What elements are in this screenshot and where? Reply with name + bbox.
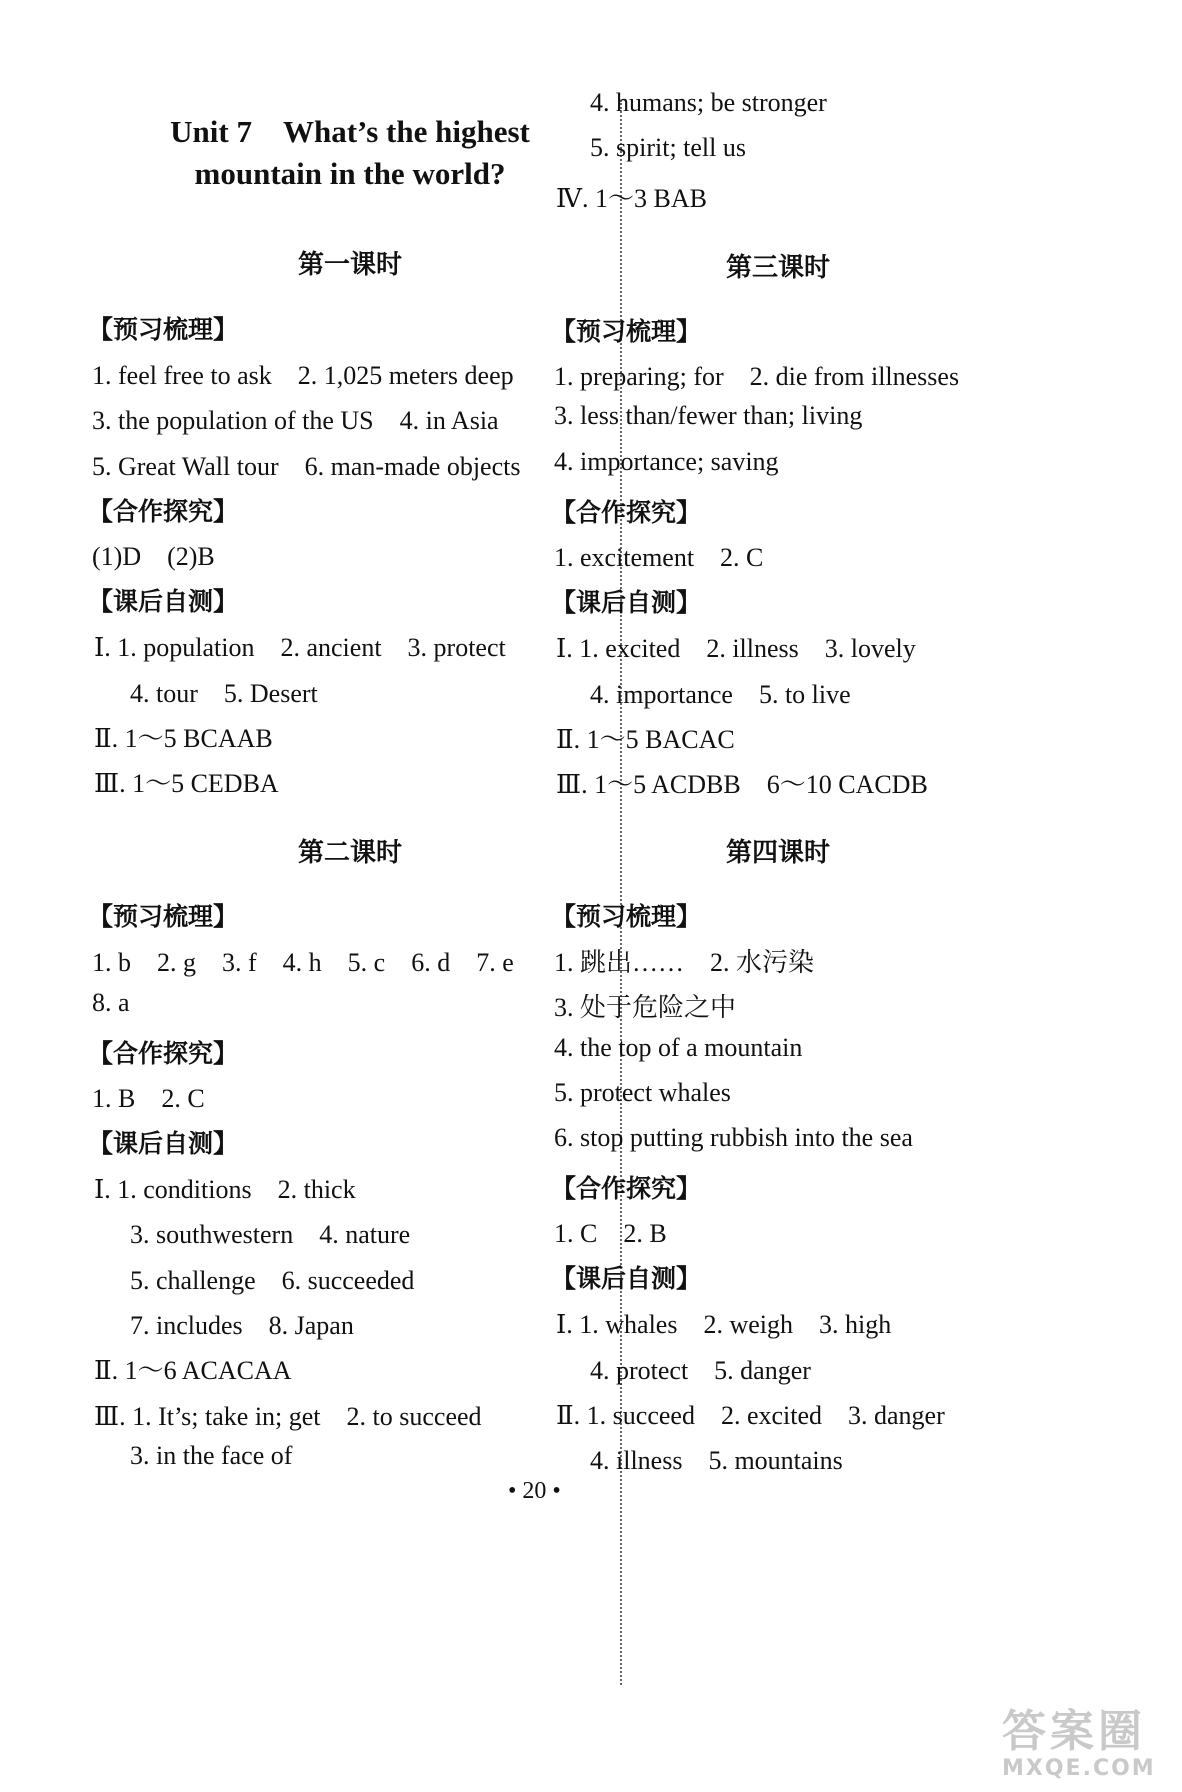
lesson4-coop-heading: 【合作探究】: [551, 1176, 702, 1203]
lesson1-test-line: Ⅱ. 1～5 BCAAB: [94, 724, 273, 753]
lesson4-preview-line: 3. 处于危险之中: [554, 993, 737, 1022]
lesson2-test-line: 7. includes 8. Japan: [130, 1311, 354, 1340]
lesson3-test-line: Ⅱ. 1～5 BACAC: [556, 725, 735, 754]
lesson2-test-line: Ⅲ. 1. It’s; take in; get 2. to succeed: [94, 1402, 482, 1431]
lesson3-coop-heading: 【合作探究】: [551, 500, 702, 527]
lesson4-preview-line: 6. stop putting rubbish into the sea: [554, 1123, 913, 1152]
lesson4-coop-line: 1. C 2. B: [554, 1219, 667, 1248]
lesson3-test-line: 4. importance 5. to live: [590, 680, 851, 709]
lesson2-preview-line: 8. a: [92, 988, 130, 1017]
lesson1-preview-line: 3. the population of the US 4. in Asia: [92, 406, 499, 435]
lesson4-preview-line: 5. protect whales: [554, 1078, 731, 1107]
watermark-url: MXQE.COM: [1002, 1756, 1156, 1781]
unit-title-line1: Unit 7 What’s the highest: [170, 114, 530, 149]
unit-title-line2: mountain in the world?: [194, 156, 506, 191]
lesson4-test-heading: 【课后自测】: [551, 1266, 702, 1293]
continued-line: 4. humans; be stronger: [590, 88, 827, 117]
lesson3-preview-line: 4. importance; saving: [554, 447, 779, 476]
watermark-text: 答案圈: [1002, 1706, 1146, 1757]
lesson1-title: 第一课时: [297, 250, 402, 279]
lesson3-test-heading: 【课后自测】: [551, 590, 702, 617]
lesson3-coop-line: 1. excitement 2. C: [554, 543, 764, 572]
lesson1-test-line: 4. tour 5. Desert: [130, 679, 318, 708]
watermark-logo: [1002, 1708, 1172, 1784]
lesson1-coop-line: (1)D (2)B: [92, 542, 215, 571]
lesson3-title: 第三课时: [725, 253, 830, 282]
continued-line: Ⅳ. 1～3 BAB: [556, 184, 707, 213]
lesson3-preview-heading: 【预习梳理】: [551, 319, 702, 346]
lesson4-test-line: Ⅰ. 1. whales 2. weigh 3. high: [556, 1310, 892, 1339]
lesson2-test-line: Ⅱ. 1～6 ACACAA: [94, 1356, 292, 1385]
lesson2-preview-heading: 【预习梳理】: [88, 904, 239, 931]
lesson2-test-heading: 【课后自测】: [88, 1131, 239, 1158]
lesson4-preview-heading: 【预习梳理】: [551, 904, 702, 931]
lesson2-coop-heading: 【合作探究】: [88, 1041, 239, 1068]
lesson4-test-line: 4. illness 5. mountains: [590, 1446, 843, 1475]
lesson1-coop-heading: 【合作探究】: [88, 499, 239, 526]
lesson3-preview-line: 3. less than/fewer than; living: [554, 401, 863, 430]
lesson4-preview-line: 4. the top of a mountain: [554, 1033, 803, 1062]
lesson3-preview-line: 1. preparing; for 2. die from illnesses: [554, 362, 960, 391]
lesson4-test-line: 4. protect 5. danger: [590, 1356, 811, 1385]
lesson3-test-line: Ⅲ. 1～5 ACDBB 6～10 CACDB: [556, 770, 928, 799]
lesson1-preview-line: 5. Great Wall tour 6. man-made objects: [92, 452, 521, 481]
lesson4-test-line: Ⅱ. 1. succeed 2. excited 3. danger: [556, 1401, 945, 1430]
lesson2-test-line: 3. southwestern 4. nature: [130, 1220, 411, 1249]
lesson2-test-line: Ⅰ. 1. conditions 2. thick: [94, 1175, 356, 1204]
continued-line: 5. spirit; tell us: [590, 133, 746, 162]
lesson4-title: 第四课时: [725, 838, 830, 867]
lesson2-title: 第二课时: [297, 838, 402, 867]
lesson1-preview-heading: 【预习梳理】: [88, 317, 239, 344]
lesson2-test-line: 3. in the face of: [130, 1441, 293, 1470]
lesson4-preview-line: 1. 跳出…… 2. 水污染: [554, 948, 815, 977]
lesson1-test-line: Ⅲ. 1～5 CEDBA: [94, 769, 279, 798]
page-number: • 20 •: [508, 1478, 561, 1504]
lesson1-test-heading: 【课后自测】: [88, 589, 239, 616]
lesson1-test-line: Ⅰ. 1. population 2. ancient 3. protect: [94, 633, 506, 662]
lesson1-preview-line: 1. feel free to ask 2. 1,025 meters deep: [92, 361, 514, 390]
lesson2-preview-line: 1. b 2. g 3. f 4. h 5. c 6. d 7. e: [92, 948, 514, 977]
lesson3-test-line: Ⅰ. 1. excited 2. illness 3. lovely: [556, 634, 916, 663]
lesson2-test-line: 5. challenge 6. succeeded: [130, 1266, 415, 1295]
lesson2-coop-line: 1. B 2. C: [92, 1084, 205, 1113]
